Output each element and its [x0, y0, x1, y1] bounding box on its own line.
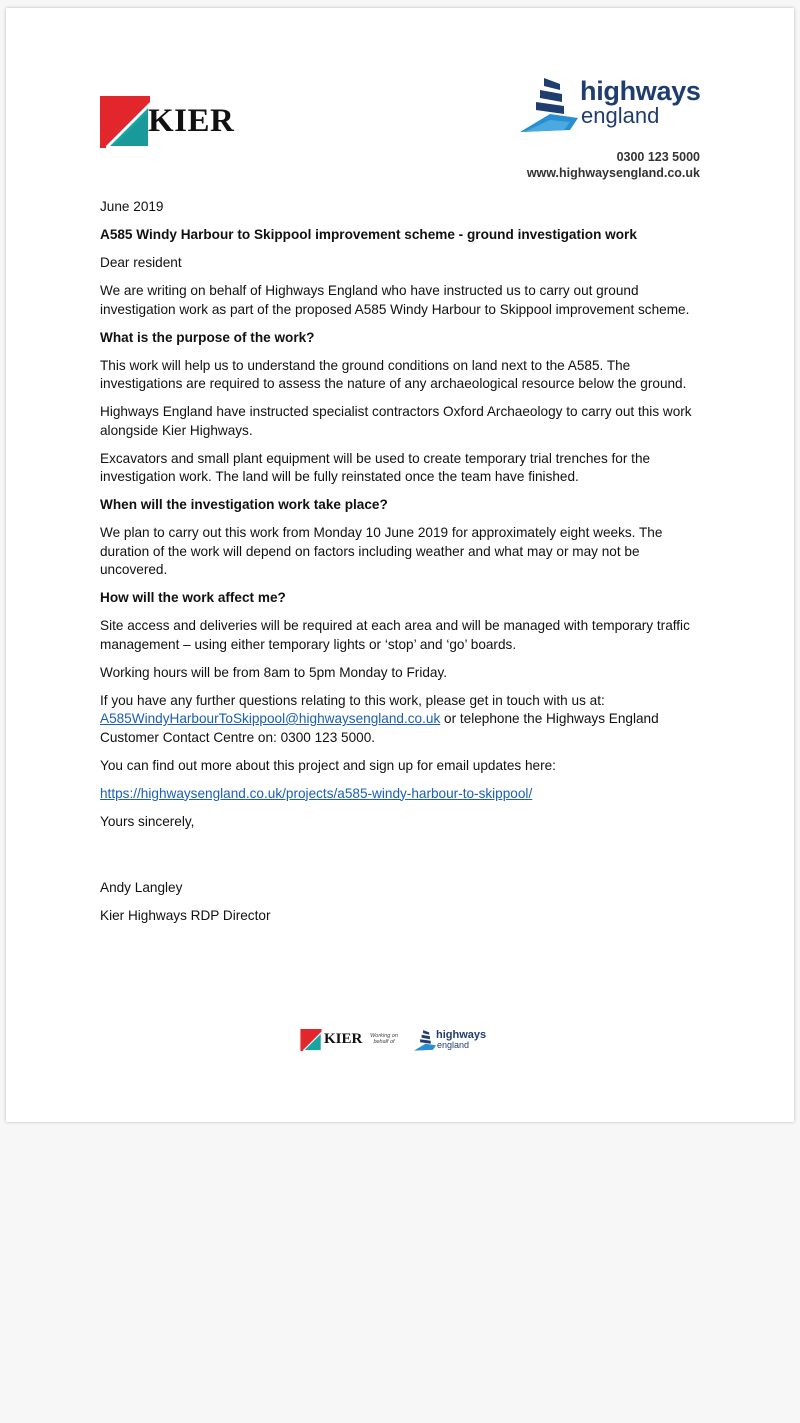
questions-text: If you have any further questions relating to this work, please get in touch with us at:	[100, 692, 605, 708]
letter-body	[100, 198, 706, 935]
footer-kier-text: KIER	[324, 1031, 363, 1047]
paragraph-affect-2: Working hours will be from 8am to 5pm Monday to Friday.	[100, 664, 448, 680]
highways-england-logo-line1: highways	[580, 76, 701, 106]
heading-when: When will the investigation work take place?	[100, 497, 388, 512]
letter-page	[6, 8, 794, 1122]
letter-subject: A585 Windy Harbour to Skippool improvement scheme - ground investigation work	[100, 227, 637, 242]
signer-title: Kier Highways RDP Director	[100, 907, 271, 923]
letter-salutation: Dear resident	[100, 255, 182, 270]
heading-purpose: What is the purpose of the work?	[100, 329, 315, 345]
letter-intro: We are writing on behalf of Highways England who have instructed us to carry out ground investigation work as part of the proposed A585 Windy Harbour to Skippool improvement scheme.	[100, 283, 690, 317]
contact-website: www.highwaysengland.co.uk	[526, 166, 700, 180]
highways-england-ship-icon	[520, 74, 578, 134]
paragraph-project-link	[100, 785, 706, 804]
paragraph-purpose-3: Excavators and small plant equipment will be used to create temporary trial trenches for the investigation work. The land will be fully reinstated once the team have finished.	[100, 450, 651, 484]
paragraph-questions	[100, 692, 706, 748]
footer-logos	[300, 1025, 500, 1055]
questions-text-post: or telephone the Highways England Customer Contact Centre on: 0300 123 5000.	[100, 711, 659, 745]
footer-kier-emblem-icon	[300, 1029, 322, 1051]
highways-england-logo	[520, 74, 706, 136]
letter-date: June 2019	[100, 199, 164, 214]
kier-logo-text: KIER	[148, 103, 235, 139]
signer-name: Andy Langley	[100, 879, 183, 895]
signature-space	[100, 841, 706, 879]
contact-phone: 0300 123 5000	[616, 150, 700, 164]
paragraph-when: We plan to carry out this work from Monday 10 June 2019 for approximately eight weeks. The duration of the work will depend on factors including weather and what may or may not be uncovered.	[100, 525, 663, 577]
kier-logo	[100, 96, 240, 148]
letter-closing: Yours sincerely,	[100, 813, 195, 829]
paragraph-purpose-1: This work will help us to understand the ground conditions on land next to the A585. The investigations are required to assess the nature of any archaeological resource below the ground.	[100, 357, 687, 391]
contact-block	[527, 149, 700, 181]
project-url-link[interactable]: https://highwaysengland.co.uk/projects/a585-windy-harbour-to-skippool/	[100, 785, 533, 801]
contact-email-link[interactable]: A585WindyHarbourToSkippool@highwaysengland.co.uk	[100, 711, 441, 726]
footer-he-line2: england	[437, 1040, 470, 1050]
paragraph-purpose-2: Highways England have instructed specialist contractors Oxford Archaeology to carry out this work alongside Kier Highways.	[100, 404, 692, 438]
footer-working-on-behalf: Working on behalf of	[370, 1033, 398, 1045]
heading-affect: How will the work affect me?	[100, 590, 286, 605]
footer-he-line1: highways	[436, 1029, 487, 1041]
footer-highways-england-ship-icon	[414, 1028, 436, 1052]
kier-emblem-icon	[100, 96, 150, 148]
paragraph-more-info: You can find out more about this project and sign up for email updates here:	[100, 757, 556, 773]
paragraph-affect-1: Site access and deliveries will be required at each area and will be managed with temporary traffic management – using either temporary lights or ‘stop’ and ‘go’ boards.	[100, 618, 690, 652]
highways-england-logo-line2: england	[581, 103, 660, 128]
